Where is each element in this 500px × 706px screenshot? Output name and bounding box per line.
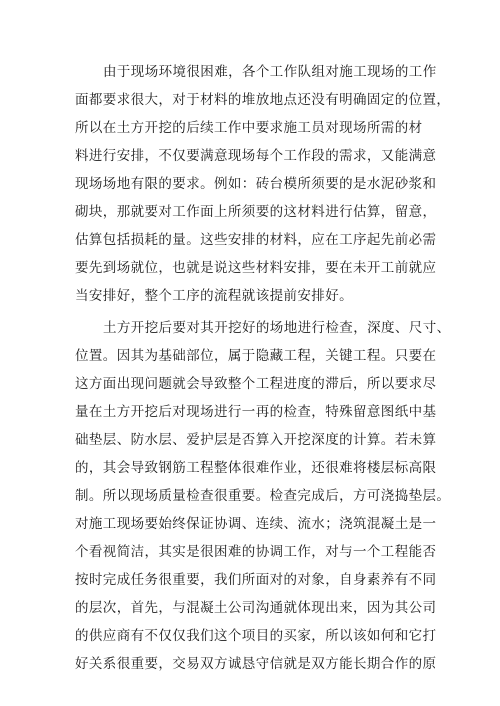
paragraph-1-line-2: 面都要求很大，对于材料的堆放地点还没有明确固定的位置，: [75, 92, 451, 108]
paragraph-2-line-11: 的层次，首先，与混凝土公司沟通就体现出来，因为其公司: [75, 600, 437, 616]
paragraph-2-line-12: 的供应商有不仅仅我们这个项目的买家，所以该如何和它打: [75, 628, 437, 644]
paragraph-1-line-9: 当安排好，整个工序的流程就该提前安排好。: [75, 288, 353, 304]
paragraph-2-line-1: 土方开挖后要对其开挖好的场地进行检查，深度、尺寸、: [103, 320, 451, 336]
paragraph-1-line-8: 要先到场就位，也就是说这些材料安排，要在未开工前就应: [75, 260, 437, 276]
paragraph-2-line-10: 按时完成任务很重要，我们所面对的对象，自身素养有不同: [75, 572, 437, 588]
paragraph-2-line-8: 对施工现场要始终保证协调、连续、流水；浇筑混凝土是一: [75, 516, 437, 532]
paragraph-1-line-3: 所以在土方开挖的后续工作中要求施工员对现场所需的材: [75, 120, 423, 136]
paragraph-1-line-7: 估算包括损耗的量。这些安排的材料，应在工序起先前必需: [75, 232, 437, 248]
paragraph-2-line-3: 这方面出现问题就会导致整个工程进度的滞后，所以要求尽: [75, 376, 437, 392]
paragraph-2-line-4: 量在土方开挖后对现场进行一再的检查，特殊留意图纸中基: [75, 404, 437, 420]
paragraph-1-line-6: 砌块，那就要对工作面上所须要的这材料进行估算，留意，: [75, 204, 437, 220]
paragraph-2-line-6: 的，其会导致钢筋工程整体很难作业，还很难将楼层标高限: [75, 460, 437, 476]
paragraph-2-line-2: 位置。因其为基础部位，属于隐藏工程，关键工程。只要在: [75, 348, 437, 364]
paragraph-1-line-5: 现场场地有限的要求。例如：砖台模所须要的是水泥砂浆和: [75, 176, 437, 192]
paragraph-1-line-4: 料进行安排，不仅要满意现场每个工作段的需求，又能满意: [75, 148, 437, 164]
paragraph-2-line-13: 好关系很重要，交易双方诚恳守信就是双方能长期合作的原: [75, 656, 437, 672]
paragraph-2-line-7: 制。所以现场质量检查很重要。检查完成后，方可浇捣垫层。: [75, 488, 451, 504]
paragraph-2-line-5: 础垫层、防水层、爱护层是否算入开挖深度的计算。若未算: [75, 432, 437, 448]
paragraph-1-line-1: 由于现场环境很困难，各个工作队组对施工现场的工作: [103, 64, 437, 80]
paragraph-2-line-9: 个看视简洁，其实是很困难的协调工作，对与一个工程能否: [75, 544, 437, 560]
